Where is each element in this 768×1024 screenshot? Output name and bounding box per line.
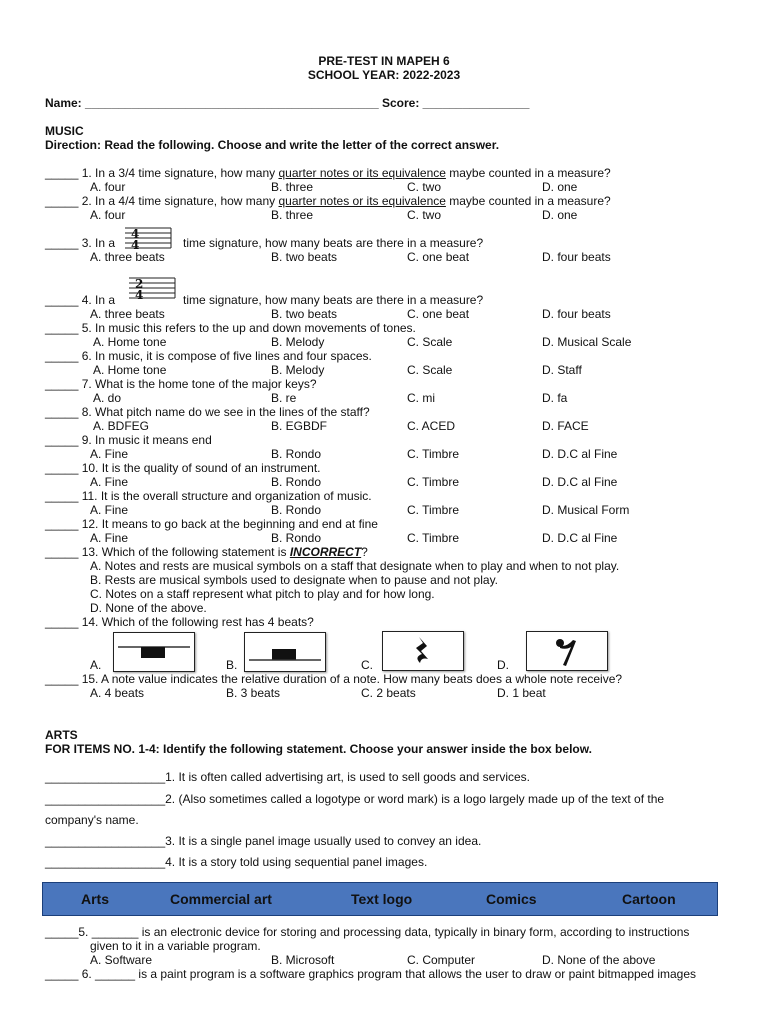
- q8-option-b: B. EGBDF: [271, 419, 328, 433]
- q1-option-a: A. four: [90, 180, 126, 194]
- staff-icon: [127, 275, 177, 301]
- choice-comics: Comics: [486, 891, 537, 907]
- q1-text-end: maybe counted in a measure?: [445, 166, 611, 180]
- time-signature-4-4-image: [123, 225, 173, 251]
- eighth-rest-icon: [527, 632, 607, 670]
- half-rest-image: [244, 632, 326, 672]
- choice-cartoon: Cartoon: [622, 891, 676, 907]
- q1-text: _____ 1. In a 3/4 time signature, how many: [45, 166, 279, 180]
- q8-option-d: D. FACE: [542, 419, 589, 433]
- sig-bottom-number: 4: [131, 238, 140, 251]
- q12-option-c: C. Timbre: [407, 531, 460, 545]
- school-year: SCHOOL YEAR: 2022-2023: [307, 68, 461, 82]
- arts-item-2-cont: company's name.: [45, 813, 139, 827]
- question-14: _____ 14. Which of the following rest has 4 beats?: [45, 615, 314, 629]
- arts-direction: FOR ITEMS NO. 1-4: Identify the following statement. Choose your answer inside the box below.: [45, 742, 592, 756]
- time-signature-2-4-image: [127, 275, 177, 301]
- q1-option-b: B. three: [271, 180, 314, 194]
- arts-item-3: __________________3. It is a single panel image usually used to convey an idea.: [45, 834, 482, 848]
- q1-underlined: quarter notes or its equivalence: [278, 166, 446, 180]
- question-6: _____ 6. In music, it is compose of five lines and four spaces.: [45, 349, 372, 363]
- q8-option-a: A. BDFEG: [93, 419, 150, 433]
- question-1: [45, 166, 611, 180]
- q10-option-a: A. Fine: [90, 475, 129, 489]
- q3-option-a: A. three beats: [90, 250, 165, 264]
- quarter-rest-image: [382, 631, 464, 671]
- question-5: _____ 5. In music this refers to the up and down movements of tones.: [45, 321, 416, 335]
- q6-option-a: A. Home tone: [93, 363, 167, 377]
- arts-item-4: __________________4. It is a story told using sequential panel images.: [45, 855, 428, 869]
- q7-option-b: B. re: [271, 391, 297, 405]
- q11-option-d: D. Musical Form: [542, 503, 630, 517]
- name-score-line: Name: ____________________________________________ Score: ________________: [45, 96, 530, 110]
- eighth-rest-image: [526, 631, 608, 671]
- question-3-end: time signature, how many beats are there in a measure?: [183, 236, 484, 250]
- q11-option-b: B. Rondo: [271, 503, 322, 517]
- question-2: [45, 194, 611, 208]
- q7-option-c: C. mi: [407, 391, 435, 405]
- q2-text-end: maybe counted in a measure?: [445, 194, 611, 208]
- staff-icon: [123, 225, 173, 251]
- question-9: _____ 9. In music it means end: [45, 433, 212, 447]
- q14-option-a: A.: [90, 658, 102, 672]
- q8-option-c: C. ACED: [407, 419, 456, 433]
- choice-commercial-art: Commercial art: [170, 891, 272, 907]
- arts-item-5-cont: given to it in a variable program.: [90, 939, 261, 953]
- q5-option-d: D. Musical Scale: [542, 335, 632, 349]
- half-rest-icon: [245, 633, 325, 671]
- q2-option-d: D. one: [542, 208, 578, 222]
- sig-bottom-number: 4: [135, 288, 144, 301]
- q15-option-a: A. 4 beats: [90, 686, 145, 700]
- q9-option-c: C. Timbre: [407, 447, 460, 461]
- q5-option-b: B. Melody: [271, 335, 325, 349]
- q6-option-d: D. Staff: [542, 363, 582, 377]
- arts-item-5: _____5. _______ is an electronic device for storing and processing data, typically in binary form, according to instructions: [45, 925, 690, 939]
- q13-option-d: D. None of the above.: [90, 601, 207, 615]
- question-13: [45, 545, 368, 559]
- q12-option-d: D. D.C al Fine: [542, 531, 618, 545]
- sig-top-number: 4: [131, 227, 140, 241]
- question-3-start: _____ 3. In a: [45, 236, 116, 250]
- q14-option-c: C.: [361, 658, 373, 672]
- q6-option-c: C. Scale: [407, 363, 453, 377]
- q2-underlined: quarter notes or its equivalence: [278, 194, 446, 208]
- q12-option-a: A. Fine: [90, 531, 129, 545]
- arts-heading: ARTS: [45, 728, 78, 742]
- q11-option-c: C. Timbre: [407, 503, 460, 517]
- q10-option-b: B. Rondo: [271, 475, 322, 489]
- q2-option-c: C. two: [407, 208, 442, 222]
- q9-option-a: A. Fine: [90, 447, 129, 461]
- item5-option-d: D. None of the above: [542, 953, 656, 967]
- q14-option-d: D.: [497, 658, 509, 672]
- music-heading: MUSIC: [45, 124, 84, 138]
- q4-option-d: D. four beats: [542, 307, 611, 321]
- choice-text-logo: Text logo: [351, 891, 413, 907]
- question-4-start: _____ 4. In a: [45, 293, 116, 307]
- q5-option-c: C. Scale: [407, 335, 453, 349]
- q10-option-d: D. D.C al Fine: [542, 475, 618, 489]
- q2-option-b: B. three: [271, 208, 314, 222]
- q13-text: _____ 13. Which of the following statement is: [45, 545, 290, 559]
- q2-option-a: A. four: [90, 208, 126, 222]
- q3-option-b: B. two beats: [271, 250, 338, 264]
- question-11: _____ 11. It is the overall structure and organization of music.: [45, 489, 372, 503]
- q15-option-c: C. 2 beats: [361, 686, 416, 700]
- music-direction: Direction: Read the following. Choose and write the letter of the correct answer.: [45, 138, 500, 152]
- q9-option-b: B. Rondo: [271, 447, 322, 461]
- question-7: _____ 7. What is the home tone of the major keys?: [45, 377, 317, 391]
- q4-option-b: B. two beats: [271, 307, 338, 321]
- q3-option-c: C. one beat: [407, 250, 470, 264]
- q13-option-c: C. Notes on a staff represent what pitch to play and for how long.: [90, 587, 435, 601]
- question-8: _____ 8. What pitch name do we see in the lines of the staff?: [45, 405, 370, 419]
- q13-text-end: ?: [361, 545, 368, 559]
- question-10: _____ 10. It is the quality of sound of an instrument.: [45, 461, 321, 475]
- q11-option-a: A. Fine: [90, 503, 129, 517]
- q13-option-b: B. Rests are musical symbols used to designate when to pause and not play.: [90, 573, 499, 587]
- q7-option-d: D. fa: [542, 391, 568, 405]
- q13-option-a: A. Notes and rests are musical symbols on a staff that designate when to play and when to not play.: [90, 559, 620, 573]
- q15-option-d: D. 1 beat: [497, 686, 546, 700]
- q5-option-a: A. Home tone: [93, 335, 167, 349]
- item5-option-c: C. Computer: [407, 953, 476, 967]
- quarter-rest-icon: [383, 632, 463, 670]
- whole-rest-image: [113, 632, 195, 672]
- q7-option-a: A. do: [93, 391, 122, 405]
- question-4-end: time signature, how many beats are there in a measure?: [183, 293, 484, 307]
- item5-option-a: A. Software: [90, 953, 153, 967]
- q10-option-c: C. Timbre: [407, 475, 460, 489]
- arts-item-6: _____ 6. ______ is a paint program is a software graphics program that allows the user to draw or paint bitmapped images: [45, 967, 697, 981]
- sig-top-number: 2: [135, 277, 144, 291]
- q3-option-d: D. four beats: [542, 250, 611, 264]
- whole-rest-icon: [114, 633, 194, 671]
- q13-emphasis: INCORRECT: [289, 545, 362, 559]
- q1-option-d: D. one: [542, 180, 578, 194]
- choice-arts: Arts: [81, 891, 110, 907]
- q9-option-d: D. D.C al Fine: [542, 447, 618, 461]
- q6-option-b: B. Melody: [271, 363, 325, 377]
- arts-item-1: __________________1. It is often called advertising art, is used to sell goods and services.: [45, 770, 530, 784]
- q15-option-b: B. 3 beats: [226, 686, 281, 700]
- q2-text: _____ 2. In a 4/4 time signature, how many: [45, 194, 279, 208]
- q14-option-b: B.: [226, 658, 238, 672]
- arts-item-2: __________________2. (Also sometimes called a logotype or word mark) is a logo largely made up of the text of the: [45, 792, 665, 806]
- q4-option-c: C. one beat: [407, 307, 470, 321]
- page-title: PRE-TEST IN MAPEH 6: [318, 54, 450, 68]
- answer-choices-box: [42, 882, 718, 916]
- q4-option-a: A. three beats: [90, 307, 165, 321]
- q1-option-c: C. two: [407, 180, 442, 194]
- q12-option-b: B. Rondo: [271, 531, 322, 545]
- question-15: _____ 15. A note value indicates the relative duration of a note. How many beats does a whole note receive?: [45, 672, 623, 686]
- item5-option-b: B. Microsoft: [271, 953, 335, 967]
- question-12: _____ 12. It means to go back at the beginning and end at fine: [45, 517, 378, 531]
